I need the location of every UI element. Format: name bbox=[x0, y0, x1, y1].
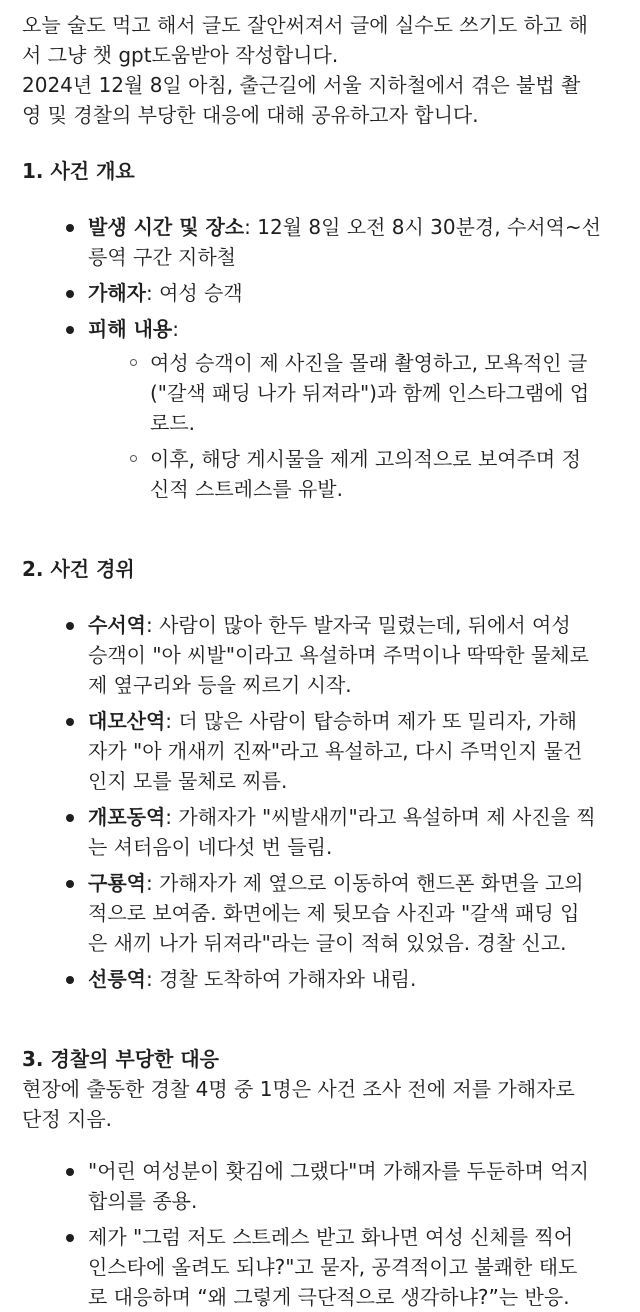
item-text: 인지 모를 물체로 찌름. bbox=[88, 769, 288, 793]
bullet-icon bbox=[66, 1168, 74, 1176]
item-text: 릉역 구간 지하철 bbox=[88, 245, 236, 269]
sub-list-item bbox=[128, 444, 618, 504]
bullet-icon bbox=[66, 976, 74, 984]
item-text: 은 새끼 나가 뒤져라"라는 글이 적혀 있었음. 경찰 신고. bbox=[88, 931, 567, 955]
intro-line: 오늘 술도 먹고 해서 글도 잘안써져서 글에 실수도 쓰기도 하고 해 bbox=[22, 13, 588, 37]
list-item bbox=[22, 1222, 618, 1312]
item-label: 구룡역 bbox=[88, 871, 146, 895]
sub-list-item bbox=[128, 348, 618, 438]
section3-paragraph bbox=[22, 1074, 618, 1134]
list-item bbox=[22, 868, 618, 958]
item-text: : 12월 8일 오전 8시 30분경, 수서역~선 bbox=[244, 215, 602, 239]
bullet-icon bbox=[66, 880, 74, 888]
list-item bbox=[22, 964, 618, 994]
item-text: 는 셔터음이 네다섯 번 들림. bbox=[88, 835, 333, 859]
item-label: 대모산역 bbox=[88, 709, 166, 733]
sub-item-text: ("갈색 패딩 나가 뒤져라")과 함께 인스타그램에 업 bbox=[150, 381, 590, 405]
item-text: 승객이 "아 씨발"이라고 욕설하며 주먹이나 딱딱한 물체로 bbox=[88, 643, 589, 667]
item-text: : 사람이 많아 한두 발자국 밀렸는데, 뒤에서 여성 bbox=[145, 613, 571, 637]
item-text: 적으로 보여줌. 화면에는 제 뒷모습 사진과 "갈색 패딩 입 bbox=[88, 901, 580, 925]
bullet-icon bbox=[66, 718, 74, 726]
item-label: 개포동역 bbox=[88, 805, 166, 829]
item-label: 가해자 bbox=[88, 281, 146, 305]
section-heading: 2. 사건 경위 bbox=[22, 557, 135, 581]
intro-line: 영 및 경찰의 부당한 대응에 대해 공유하고자 합니다. bbox=[22, 103, 479, 127]
bullet-icon bbox=[66, 326, 74, 334]
section-heading: 3. 경찰의 부당한 대응 bbox=[22, 1047, 219, 1071]
paragraph-line: 단정 지음. bbox=[22, 1107, 112, 1131]
section-heading: 1. 사건 개요 bbox=[22, 159, 135, 183]
item-text: 로 대응하며 “왜 그렇게 극단적으로 생각하냐?”는 반응. bbox=[88, 1285, 570, 1309]
item-label: 선릉역 bbox=[88, 967, 146, 991]
hollow-bullet-icon bbox=[130, 455, 137, 462]
sub-list bbox=[88, 348, 618, 504]
bullet-icon bbox=[66, 224, 74, 232]
item-text: : bbox=[172, 317, 179, 341]
bullet-icon bbox=[66, 814, 74, 822]
item-text: : 가해자가 제 옆으로 이동하여 핸드폰 화면을 고의 bbox=[145, 871, 584, 895]
item-text: 제가 "그럼 저도 스트레스 받고 화나면 여성 신체를 찍어 bbox=[88, 1225, 574, 1249]
paragraph-line: 현장에 출동한 경찰 4명 중 1명은 사건 조사 전에 저를 가해자로 bbox=[22, 1077, 575, 1101]
list-item bbox=[22, 1156, 618, 1216]
list-item bbox=[22, 802, 618, 862]
item-label: 피해 내용 bbox=[88, 317, 173, 341]
item-label: 수서역 bbox=[88, 613, 146, 637]
item-text: 자가 "아 개새끼 진짜"라고 욕설하고, 다시 주먹인지 물건 bbox=[88, 739, 583, 763]
sub-item-text: 로드. bbox=[150, 411, 195, 435]
item-text: : 경찰 도착하여 가해자와 내림. bbox=[145, 967, 417, 991]
item-text: 제 옆구리와 등을 찌르기 시작. bbox=[88, 673, 352, 697]
item-text: 합의를 종용. bbox=[88, 1189, 198, 1213]
list-item bbox=[22, 212, 618, 272]
section1-list bbox=[22, 212, 618, 504]
bullet-icon bbox=[66, 290, 74, 298]
item-text: : 더 많은 사람이 탑승하며 제가 또 밀리자, 가해 bbox=[165, 709, 577, 733]
list-item bbox=[22, 610, 618, 700]
item-text: : 가해자가 "씨발새끼"라고 욕설하며 제 사진을 찍 bbox=[165, 805, 596, 829]
bullet-icon bbox=[66, 622, 74, 630]
item-text: : 여성 승객 bbox=[145, 281, 243, 305]
list-item bbox=[22, 278, 618, 308]
sub-item-text: 이후, 해당 게시물을 제게 고의적으로 보여주며 정 bbox=[150, 447, 581, 471]
hollow-bullet-icon bbox=[130, 359, 137, 366]
sub-item-text: 신적 스트레스를 유발. bbox=[150, 477, 343, 501]
item-label: 발생 시간 및 장소 bbox=[88, 215, 245, 239]
sub-item-text: 여성 승객이 제 사진을 몰래 촬영하고, 모욕적인 글 bbox=[150, 351, 588, 375]
list-item bbox=[22, 314, 618, 504]
intro-line: 서 그냥 챗 gpt도움받아 작성합니다. bbox=[22, 43, 339, 67]
item-text: 인스타에 올려도 되냐?"고 묻자, 공격적이고 불쾌한 태도 bbox=[88, 1255, 578, 1279]
item-text: "어린 여성분이 홧김에 그랬다"며 가해자를 두둔하며 억지 bbox=[88, 1159, 589, 1183]
bullet-icon bbox=[66, 1234, 74, 1242]
section2-list bbox=[22, 610, 618, 994]
list-item bbox=[22, 706, 618, 796]
intro-line: 2024년 12월 8일 아침, 출근길에 서울 지하철에서 겪은 불법 촬 bbox=[22, 73, 581, 97]
section3-list bbox=[22, 1156, 618, 1312]
intro bbox=[22, 10, 618, 130]
